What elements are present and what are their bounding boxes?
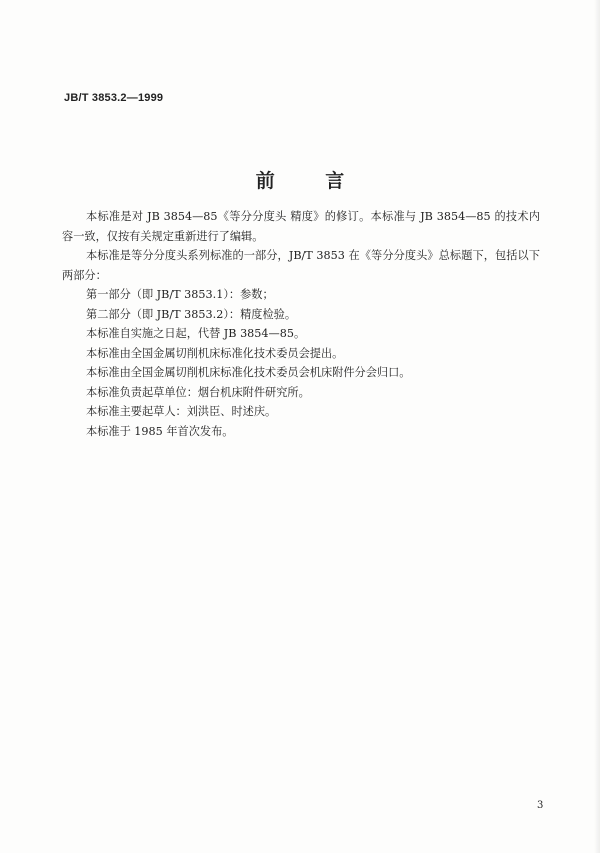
page-number: 3 <box>537 800 544 811</box>
foreword-body <box>62 207 540 441</box>
paragraph-centralized-by: 本标准由全国金属切削机床标准化技术委员会机床附件分会归口。 <box>86 366 411 379</box>
paragraph-revision: 本标准是对 JB 3854—85《等分分度头 精度》的修订。本标准与 JB 3854—85 的技术内容一致，仅按有关规定重新进行了编辑。 <box>62 210 540 243</box>
standard-code: JB/T 3853.2—1999 <box>64 92 164 104</box>
scan-edge-shadow <box>594 0 600 853</box>
paragraph-first-issued: 本标准于 1985 年首次发布。 <box>86 424 234 438</box>
paragraph-proposed-by: 本标准由全国金属切削机床标准化技术委员会提出。 <box>86 346 344 360</box>
page-title: 前 言 <box>255 170 367 192</box>
paragraph-drafting-unit: 本标准负责起草单位：烟台机床附件研究所。 <box>86 385 310 399</box>
paragraph-part-one: 第一部分（即 JB/T 3853.1）：参数； <box>86 288 274 301</box>
paragraph-replaces: 本标准自实施之日起，代替 JB 3854—85。 <box>86 327 306 340</box>
paragraph-part-two: 第二部分（即 JB/T 3853.2）：精度检验。 <box>86 307 297 321</box>
paragraph-series: 本标准是等分分度头系列标准的一部分，JB/T 3853 在《等分分度头》总标题下，包括以下两部分： <box>62 249 540 282</box>
paragraph-drafters: 本标准主要起草人：刘洪臣、时述庆。 <box>86 405 277 418</box>
